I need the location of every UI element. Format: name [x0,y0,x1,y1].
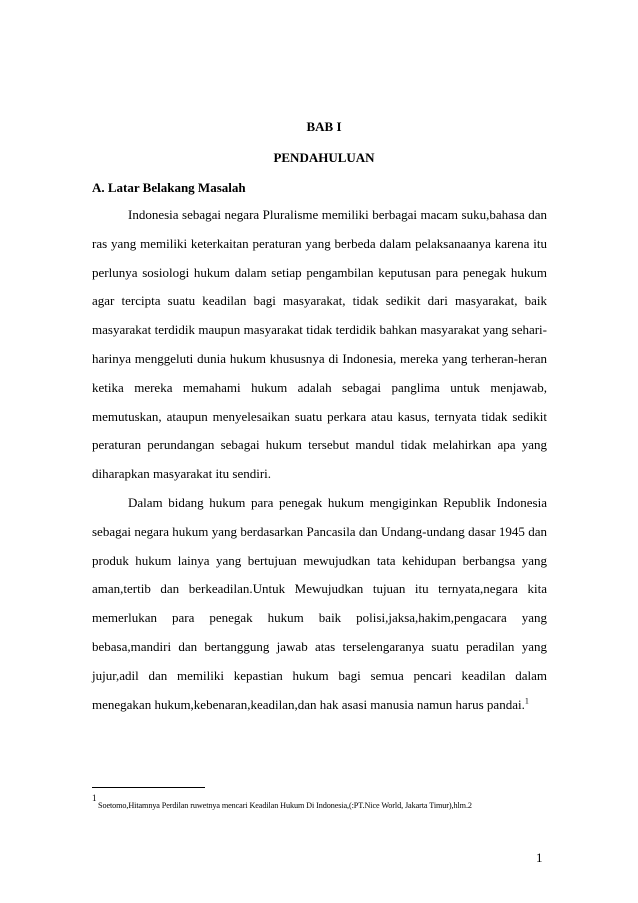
footnote-separator [92,787,205,788]
footnote-reference[interactable]: 1 [524,696,529,706]
paragraph-text: Dalam bidang hukum para penegak hukum mengiginkan Republik Indonesia sebagai negara hukum yang berdasarkan Pancasila dan Undang-undang dasar 1945 dan produk hukum lainya yang bertujuan mewujudkan tata kehidupan berbangsa yang aman,tertib dan berkeadilan.Untuk Mewujudkan tujuan itu ternyata,negara kita memerlukan para penegak hukum baik polisi,jaksa,hakim,pengacara yang bebasa,mandiri dan bertanggung jawab atas terselengaranya suatu peradilan yang jujur,adil dan memiliki kepastian hukum bagi semua pencari keadilan dalam menegakan hukum,kebenaran,keadilan,dan hak asasi manusia namun harus pandai. [92,494,547,712]
paragraph-with-footnote [92,489,547,719]
body-text [92,201,547,719]
paragraph: Indonesia sebagai negara Pluralisme memiliki berbagai macam suku,bahasa dan ras yang memiliki keterkaitan peraturan yang berbeda dalam pelaksanaanya karena itu perlunya sosiologi hukum dalam setiap pengambilan keputusan para penegak hukum agar tercipta suatu keadilan bagi masyarakat, tidak sedikit dari masyarakat, baik masyarakat terdidik maupun masyarakat tidak terdidik bahkan masyarakat yang sehari-harinya menggeluti dunia hukum khususnya di Indonesia, mereka yang terheran-heran ketika mereka memahami hukum adalah sebagai panglima untuk menjawab, memutuskan, ataupun menyelesaikan suatu perkara atau kasus, ternyata tidak sedikit peraturan perundangan sebagai hukum tersebut mandul tidak melahirkan apa yang diharapkan masyarakat itu sendiri. [92,207,547,482]
chapter-title: BAB I [306,119,342,134]
page-number: 1 [536,850,543,865]
section-heading: A. Latar Belakang Masalah [92,180,246,195]
chapter-subtitle: PENDAHULUAN [273,150,375,165]
footnote-number: 1 [92,793,97,803]
footnote-text: Soetomo,Hitamnya Perdilan ruwetnya mencari Keadilan Hukum Di Indonesia,(:PT.Nice World, Jakarta Timur),hlm.2 [98,801,472,810]
